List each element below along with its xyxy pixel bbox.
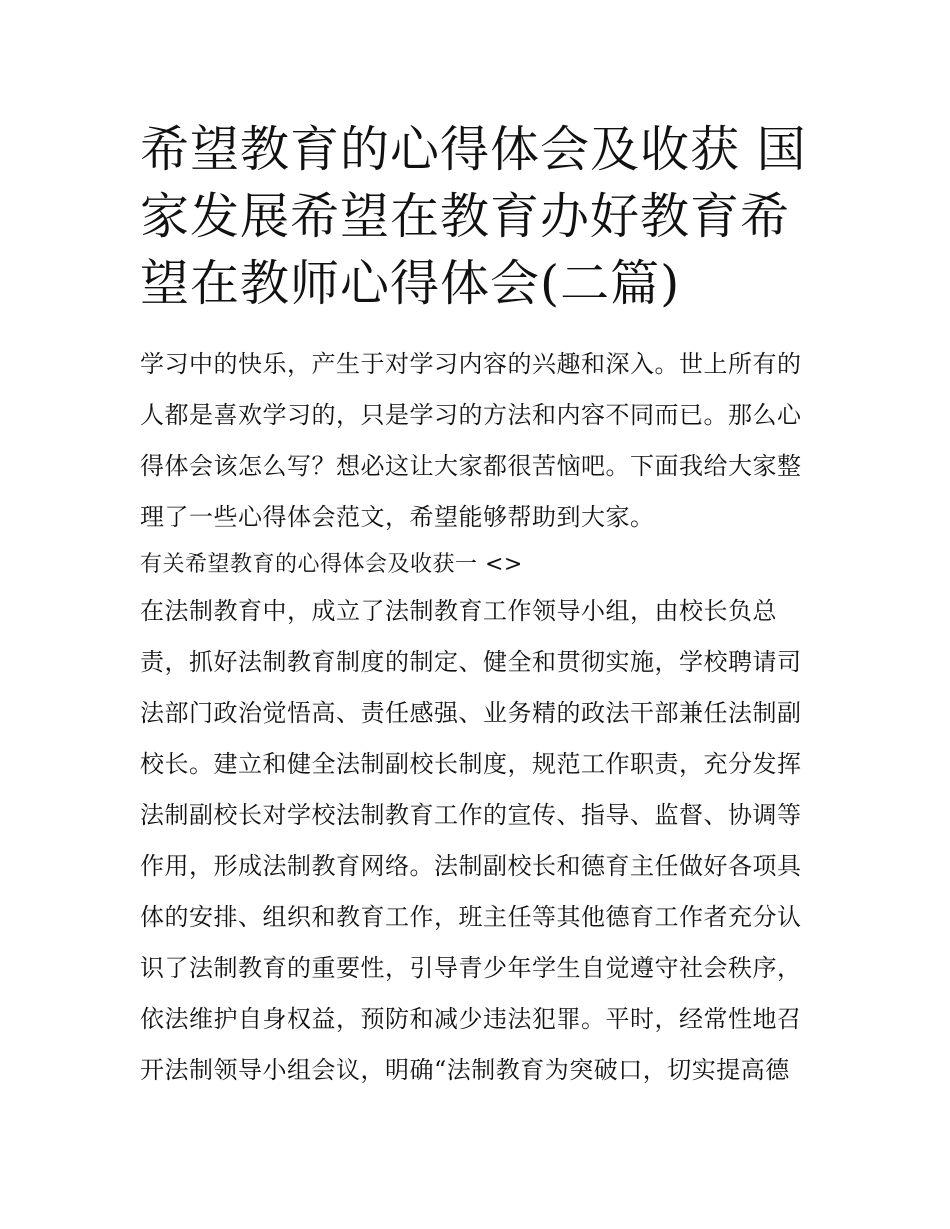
intro-line: 得体会该怎么写？想必这让大家都很苦恼吧。下面我给大家整 xyxy=(140,452,802,480)
body-line: 体的安排、组织和教育工作，班主任等其他德育工作者充分认 xyxy=(140,903,802,931)
body-line: 校长。建立和健全法制副校长制度，规范工作职责，充分发挥 xyxy=(140,750,802,778)
section-heading: 有关希望教育的心得体会及收获一 <> xyxy=(140,552,523,577)
body-line: 依法维护自身权益，预防和减少违法犯罪。平时，经常性地召 xyxy=(140,1005,802,1033)
intro-line: 人都是喜欢学习的，只是学习的方法和内容不同而已。那么心 xyxy=(140,401,802,429)
document-title xyxy=(140,116,820,317)
title-line: 家发展希望在教育办好教育希 xyxy=(140,188,791,245)
body-line: 作用，形成法制教育网络。法制副校长和德育主任做好各项具 xyxy=(140,852,802,880)
body-line: 责，抓好法制教育制度的制定、健全和贯彻实施，学校聘请司 xyxy=(140,648,802,676)
document-page xyxy=(140,116,820,1096)
intro-line: 理了一些心得体会范文，希望能够帮助到大家。 xyxy=(140,503,655,531)
title-line: 希望教育的心得体会及收获 国 xyxy=(140,121,807,178)
body-line: 开法制领导小组会议，明确“法制教育为突破口，切实提高德 xyxy=(140,1056,790,1084)
body-line: 法部门政治觉悟高、责任感强、业务精的政法干部兼任法制副 xyxy=(140,699,802,727)
body-line: 识了法制教育的重要性，引导青少年学生自觉遵守社会秩序， xyxy=(140,954,802,982)
body-line: 法制副校长对学校法制教育工作的宣传、指导、监督、协调等 xyxy=(140,801,802,829)
document-body xyxy=(140,339,820,1096)
title-line: 望在教师心得体会(二篇) xyxy=(140,255,681,312)
body-line: 在法制教育中，成立了法制教育工作领导小组，由校长负总 xyxy=(140,597,777,625)
intro-line: 学习中的快乐，产生于对学习内容的兴趣和深入。世上所有的 xyxy=(140,350,802,378)
